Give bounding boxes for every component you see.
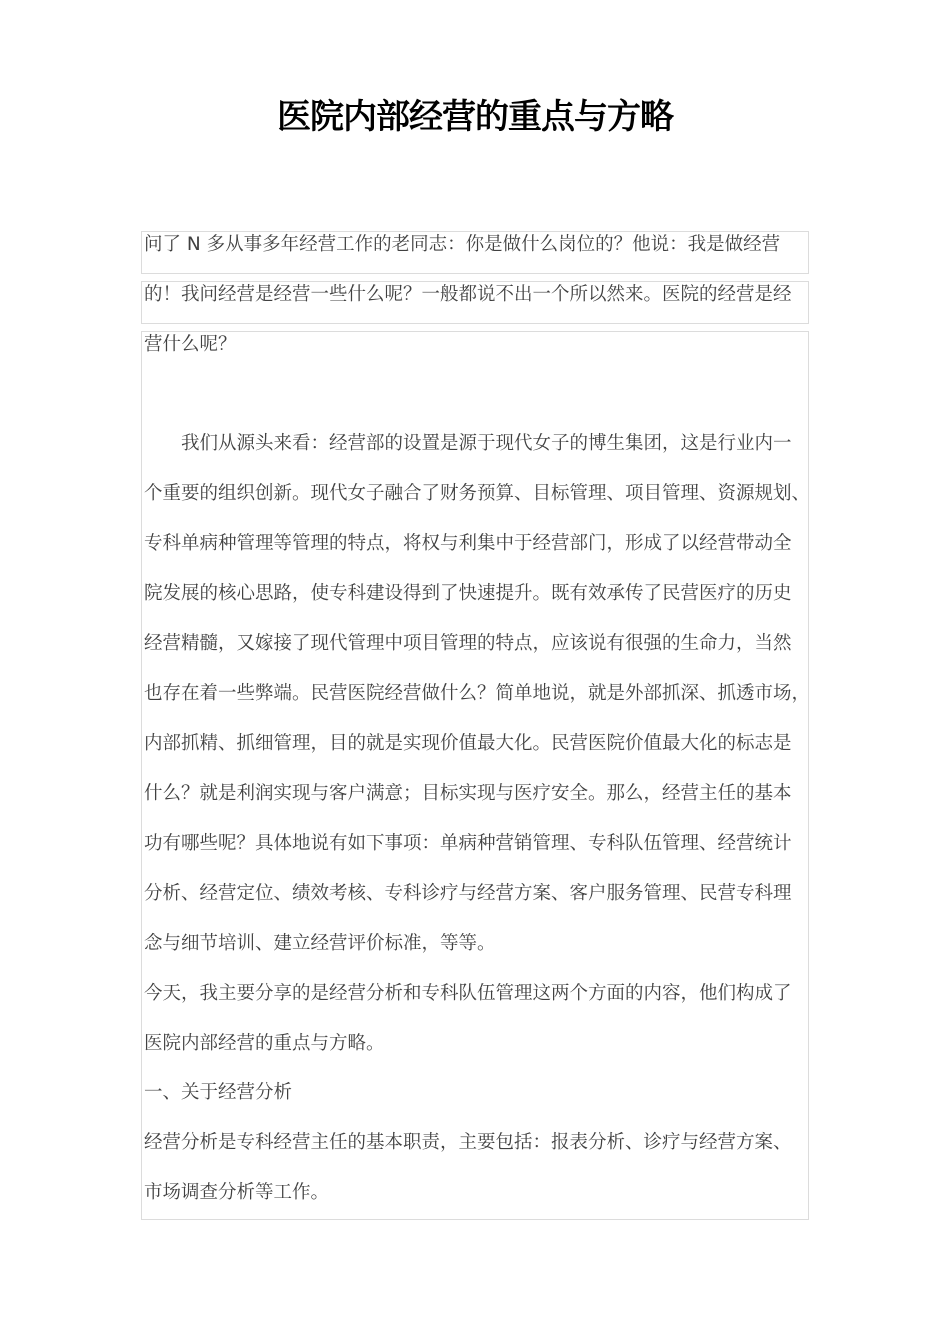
paragraph-line-8: 经营精髓，又嫁接了现代管理中项目管理的特点，应该说有很强的生命力，当然 [144, 633, 792, 654]
paragraph-line-1: 问了 N 多从事多年经营工作的老同志：你是做什么岗位的？他说：我是做经营 [144, 234, 781, 255]
paragraph-line-18: 经营分析是专科经营主任的基本职责，主要包括：报表分析、诊疗与经营方案、 [144, 1132, 792, 1153]
paragraph-line-6: 专科单病种管理等管理的特点，将权与利集中于经营部门，形成了以经营带动全 [144, 533, 792, 554]
paragraph-line-11: 什么？就是利润实现与客户满意；目标实现与医疗安全。那么，经营主任的基本 [144, 783, 792, 804]
document-title: 医院内部经营的重点与方略 [277, 97, 673, 137]
paragraph-line-19: 市场调查分析等工作。 [144, 1182, 330, 1203]
paragraph-line-4: 我们从源头来看：经营部的设置是源于现代女子的博生集团，这是行业内一 [144, 433, 792, 454]
paragraph-line-7: 院发展的核心思路，使专科建设得到了快速提升。既有效承传了民营医疗的历史 [144, 583, 792, 604]
paragraph-line-10: 内部抓精、抓细管理，目的就是实现价值最大化。民营医院价值最大化的标志是 [144, 733, 792, 754]
paragraph-line-9: 也存在着一些弊端。民营医院经营做什么？简单地说，就是外部抓深、抓透市场， [144, 683, 811, 704]
paragraph-line-5: 个重要的组织创新。现代女子融合了财务预算、目标管理、项目管理、资源规划、 [144, 483, 811, 504]
paragraph-line-3: 营什么呢？ [144, 334, 237, 355]
paragraph-line-16: 医院内部经营的重点与方略。 [144, 1033, 385, 1054]
paragraph-line-15: 今天，我主要分享的是经营分析和专科队伍管理这两个方面的内容，他们构成了 [144, 983, 792, 1004]
paragraph-line-2: 的！我问经营是经营一些什么呢？一般都说不出一个所以然来。医院的经营是经 [144, 284, 792, 305]
section-heading: 一、关于经营分析 [144, 1082, 293, 1103]
paragraph-line-14: 念与细节培训、建立经营评价标准，等等。 [144, 933, 496, 954]
paragraph-line-12: 功有哪些呢？具体地说有如下事项：单病种营销管理、专科队伍管理、经营统计 [144, 833, 792, 854]
paragraph-line-13: 分析、经营定位、绩效考核、专科诊疗与经营方案、客户服务管理、民营专科理 [144, 883, 792, 904]
